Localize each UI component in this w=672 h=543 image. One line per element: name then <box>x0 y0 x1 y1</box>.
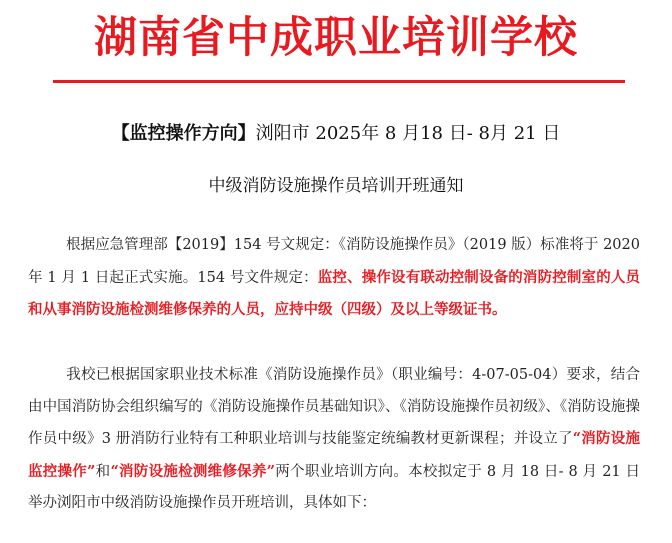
training-direction-maintenance: “消防设施检测维修保养” <box>110 462 276 480</box>
paragraph-regulation <box>28 230 640 327</box>
notice-heading-line2: 中级消防设施操作员培训开班通知 <box>208 176 464 196</box>
school-plan-text-2: 和 <box>95 463 111 480</box>
training-direction-monitoring: “消防设施监控操作” <box>28 430 640 480</box>
school-plan-text-1: 我校已根据国家职业技术标准《消防设施操作员》（职业编号：4-07-05-04）要求，结合由中国消防协会组织编写的《消防设施操作员基础知识》、《消防设施操作员初级》、《消防设施操作员中级》3 册消防行业特有工种职业培训与技能鉴定统编教材更新课程；并设立了 <box>28 367 640 448</box>
regulation-requirement: 监控、操作设有联动控制设备的消防控制室的人员和从事消防设施检测维修保养的人员，应持中级（四级）及以上等级证书。 <box>28 268 641 319</box>
title-divider <box>53 80 625 83</box>
school-plan-text-3: 两个职业培训方向。本校拟定于 8 月 18 日- 8 月 21 日举办浏阳市中级消防设施操作员开班培训，具体如下： <box>28 463 641 512</box>
notice-date-location: 浏阳市 2025年 8 月18 日- 8月 21 日 <box>255 123 561 144</box>
direction-label: 【监控操作方向】 <box>111 123 256 144</box>
paragraph-school-plan <box>28 360 640 520</box>
regulation-text: 根据应急管理部【2019】154 号文规定：《消防设施操作员》（2019 版）标准将于 2020 年 1 月 1 日起正式实施。154 号文件规定： <box>28 237 640 286</box>
school-title: 湖南省中成职业培训学校 <box>94 13 578 63</box>
notice-heading-line1 <box>0 120 672 148</box>
